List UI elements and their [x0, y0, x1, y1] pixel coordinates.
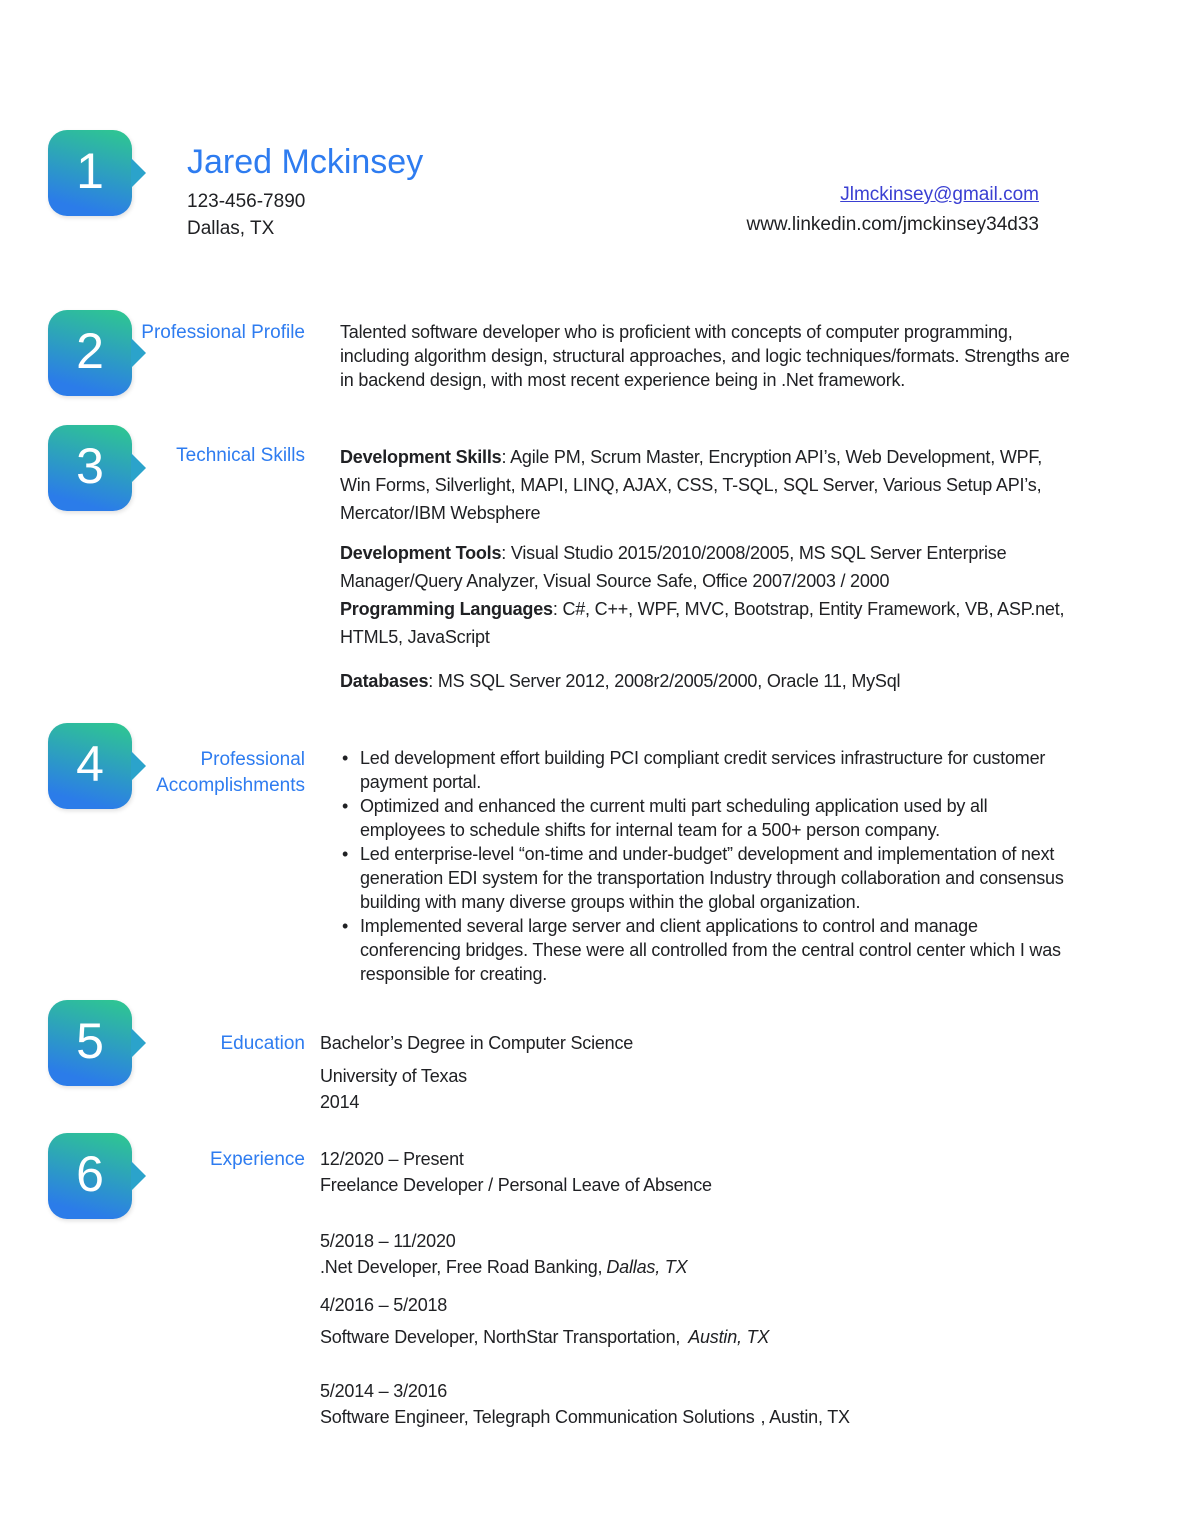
badge-5	[48, 1000, 132, 1086]
badge-6-number: 6	[76, 1146, 104, 1202]
badge-4	[48, 723, 132, 809]
experience-content	[320, 1146, 1065, 1430]
experience-role: Freelance Developer / Personal Leave of Absence	[320, 1175, 712, 1195]
header-section	[0, 130, 1187, 250]
skill-group-title: Development Skills	[340, 447, 502, 467]
online-contact-block	[746, 180, 1039, 240]
education-section	[0, 1000, 1187, 1125]
education-school: University of Texas	[320, 1066, 467, 1086]
badge-2-number: 2	[76, 323, 104, 379]
linkedin-text: www.linkedin.com/jmckinsey34d33	[746, 214, 1039, 235]
experience-entry	[320, 1292, 1065, 1350]
experience-entry	[320, 1228, 1065, 1280]
experience-entry	[320, 1146, 1065, 1198]
person-name: Jared Mckinsey	[187, 143, 424, 181]
profile-section	[0, 310, 1187, 420]
accomplishment-item	[340, 914, 1070, 986]
education-section-label: Education	[220, 1033, 305, 1054]
badge-3-number: 3	[76, 438, 104, 494]
accomplishments-content	[340, 746, 1070, 986]
profile-section-label: Professional Profile	[141, 322, 305, 343]
skill-group-title: Programming Languages	[340, 599, 553, 619]
accomplishment-text: Optimized and enhanced the current multi part scheduling application used by all employees to schedule shifts for internal team for a 500+ person company.	[360, 796, 988, 840]
accomplishments-list	[340, 746, 1070, 986]
accomplishment-text: Led enterprise-level “on-time and under-budget” development and implementation of next generation EDI system for the transportation Industry through collaboration and consensus building with many diverse groups within the global organization.	[360, 844, 1064, 912]
location-text: Dallas, TX	[187, 218, 275, 239]
education-degree: Bachelor’s Degree in Computer Science	[320, 1033, 634, 1053]
accomplishment-text: Implemented several large server and client applications to control and manage conferencing bridges. These were all controlled from the central control center which I was responsible for creating.	[360, 916, 1061, 984]
contact-block	[187, 188, 423, 242]
skill-group-text: : MS SQL Server 2012, 2008r2/2005/2000, Oracle 11, MySql	[428, 671, 901, 691]
badge-3	[48, 425, 132, 511]
accomplishments-section	[0, 723, 1187, 1003]
skill-group-development-skills	[340, 443, 1070, 527]
experience-dates: 12/2020 – Present	[320, 1149, 464, 1169]
experience-dates: 5/2014 – 3/2016	[320, 1381, 448, 1401]
experience-location: Austin, TX	[688, 1327, 770, 1347]
experience-section	[0, 1133, 1187, 1453]
accomplishment-text: Led development effort building PCI compliant credit services infrastructure for customer payment portal.	[360, 748, 1046, 792]
skills-section	[0, 425, 1187, 720]
skill-group-programming-languages	[340, 595, 1070, 651]
email-link[interactable]: Jlmckinsey@gmail.com	[840, 184, 1039, 205]
skills-content	[340, 443, 1070, 695]
experience-role-line	[320, 1404, 1065, 1430]
skill-group-text: : Agile PM, Scrum Master, Encryption API’s, Web Development, WPF, Win Forms, Silverlight, MAPI, LINQ, AJAX, CSS, T-SQL, SQL Server, Various Setup API’s, Mercator/IBM Websphere	[340, 447, 1043, 523]
experience-entry	[320, 1378, 1065, 1430]
education-year: 2014	[320, 1092, 360, 1112]
experience-dates: 4/2016 – 5/2018	[320, 1295, 448, 1315]
experience-role: Software Developer, NorthStar Transportation,	[320, 1327, 681, 1347]
accomplishment-item	[340, 746, 1070, 794]
badge-4-number: 4	[76, 736, 104, 792]
experience-role-line	[320, 1254, 1065, 1280]
experience-role: Software Engineer, Telegraph Communication Solutions	[320, 1407, 755, 1427]
experience-dates: 5/2018 – 11/2020	[320, 1231, 456, 1251]
experience-role: .Net Developer, Free Road Banking,	[320, 1257, 603, 1277]
experience-role-line	[320, 1324, 1065, 1350]
badge-1	[48, 130, 132, 216]
skill-group-text: : C#, C++, WPF, MVC, Bootstrap, Entity Framework, VB, ASP.net, HTML5, JavaScript	[340, 599, 1065, 647]
skills-section-label: Technical Skills	[176, 445, 305, 466]
skill-group-title: Databases	[340, 671, 429, 691]
accomplishments-section-label: Professional Accomplishments	[156, 749, 305, 796]
profile-content	[340, 320, 1070, 392]
accomplishment-item	[340, 794, 1070, 842]
badge-1-number: 1	[76, 143, 104, 199]
experience-location: Dallas, TX	[606, 1257, 688, 1277]
education-content	[320, 1030, 1065, 1115]
skill-group-development-tools	[340, 539, 1070, 595]
skill-group-title: Development Tools	[340, 543, 502, 563]
identity-block	[187, 142, 423, 242]
experience-section-label: Experience	[209, 1149, 305, 1170]
badge-6	[48, 1133, 132, 1219]
accomplishment-item	[340, 842, 1070, 914]
phone-text: 123-456-7890	[187, 191, 306, 212]
skill-group-text: : Visual Studio 2015/2010/2008/2005, MS SQL Server Enterprise Manager/Query Analyzer, Visual Source Safe, Office 2007/2003 / 2000	[340, 543, 1007, 591]
experience-location: , Austin, TX	[760, 1407, 850, 1427]
badge-5-number: 5	[76, 1013, 104, 1069]
badge-2	[48, 310, 132, 396]
skill-group-databases	[340, 667, 1070, 695]
badge-arrow-icon	[131, 158, 146, 188]
profile-text: Talented software developer who is proficient with concepts of computer programming, including algorithm design, structural approaches, and logic techniques/formats. Strengths are in backend design, with most recent experience being in .Net framework.	[340, 322, 1070, 390]
